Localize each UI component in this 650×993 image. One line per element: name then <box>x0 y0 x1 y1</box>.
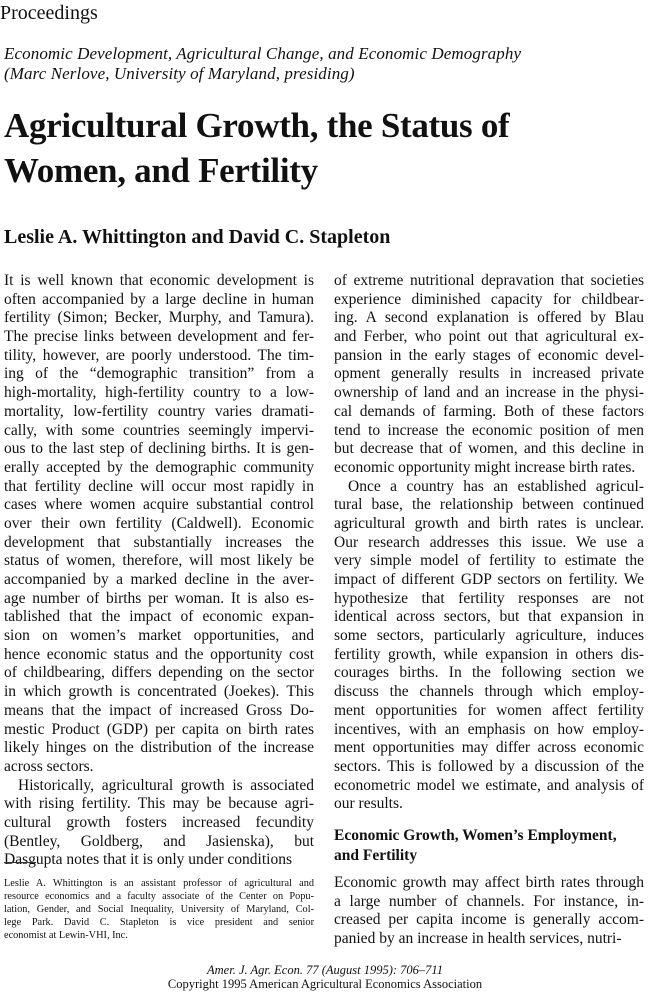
footnote-line: lege Park. David C. Stapleton is vice president and senior <box>4 917 314 928</box>
text-line: across sectors. <box>4 757 94 775</box>
right-column-continued <box>334 874 644 949</box>
text-line: mestic Product (GDP) per capita on birth rates <box>4 720 314 738</box>
text-line: ment opportunities may differ across economic <box>334 739 644 757</box>
text-line: development that substantially increases the <box>4 533 314 551</box>
text-line: (Bentley, Goldberg, and Jasienska), but <box>4 832 314 850</box>
text-line: ing. A second explanation is offered by Blau <box>334 309 644 327</box>
text-line: tility, however, are poorly understood. The tim- <box>4 346 314 364</box>
text-line: often accompanied by a large decline in human <box>4 290 314 308</box>
article-authors: Leslie A. Whittington and David C. Stapleton <box>4 226 391 248</box>
text-line: but decrease that of women, and this decline in <box>334 440 644 458</box>
section-label: Proceedings <box>0 2 98 24</box>
text-line: agricultural growth and birth rates is unclear. <box>334 514 644 532</box>
text-line: fertility growth, while expansion in others dis- <box>334 645 644 663</box>
session-line-2: (Marc Nerlove, University of Maryland, presiding) <box>4 64 355 83</box>
text-line: identical across sectors, but that expansion in <box>334 608 644 626</box>
footnote-rule <box>4 862 36 863</box>
text-line: It is well known that economic development is <box>4 272 314 289</box>
text-line: econometric model we estimate, and analysis of <box>334 776 644 794</box>
copyright-notice: Copyright 1995 American Agricultural Economics Association <box>167 977 483 991</box>
text-line: ment opportunities for women affect fertility <box>334 701 644 719</box>
text-line: economic opportunity might increase birth rates. <box>334 458 636 476</box>
text-line: age number of births per woman. It is also es- <box>4 589 314 607</box>
text-line: incentives, with an emphasis on how employ- <box>334 720 644 738</box>
section-heading-line-2: and Fertility <box>334 847 418 864</box>
text-line: cal demands of farming. Both of these factors <box>334 402 644 420</box>
article-title-line-1: Agricultural Growth, the Status of <box>4 106 510 145</box>
text-line: high-mortality, high-fertility country to a low- <box>4 384 314 402</box>
text-line: mortality, low-fertility country varies dramati- <box>4 402 314 420</box>
text-line: cally, with some countries seemingly impervi- <box>4 421 314 439</box>
text-line: panied by an increase in health services, nutri- <box>334 930 622 948</box>
text-line: courages births. In the following section we <box>334 664 644 682</box>
text-line: of childbearing, differs depending on the sector <box>4 664 314 682</box>
text-line: means that the impact of increased Gross Do- <box>4 701 314 719</box>
text-line: opment generally results in increased private <box>334 365 644 383</box>
text-line: with rising fertility. This may be because agri- <box>4 795 314 813</box>
author-footnote <box>4 877 314 942</box>
text-line: Our research addresses this issue. We use a <box>334 533 644 551</box>
text-line: Dasgupta notes that it is only under conditions <box>4 851 293 869</box>
text-line: cultural growth fosters increased fecundity <box>4 813 314 831</box>
text-line: discuss the channels through which employ- <box>334 683 644 701</box>
text-line: a large number of channels. For instance, in- <box>334 892 644 910</box>
text-line: sectors. This is followed by a discussion of the <box>334 757 644 775</box>
text-line: erally accepted by the demographic community <box>4 458 314 476</box>
text-line: of extreme nutritional depravation that societies <box>334 272 644 289</box>
text-line: sion on women’s market opportunities, and <box>4 627 314 645</box>
text-line: some sectors, particularly agriculture, induces <box>334 627 644 645</box>
text-line: Once a country has an established agricul- <box>348 477 644 495</box>
right-column <box>334 272 644 814</box>
text-line: cases where women acquire substantial control <box>4 496 314 514</box>
text-line: that fertility decline will occur most rapidly in <box>4 477 314 495</box>
text-line: our results. <box>334 795 403 813</box>
session-line-1: Economic Development, Agricultural Change, and Economic Demography <box>4 44 522 63</box>
text-line: Historically, agricultural growth is associated <box>18 776 314 794</box>
text-line: likely hinges on the distribution of the increase <box>4 739 314 757</box>
text-line: ous to the last step of declining births. It is gen- <box>4 440 314 458</box>
text-line: ownership of land and an increase in the physi- <box>334 384 644 402</box>
text-line: experience diminished capacity for childbear- <box>334 290 644 308</box>
footnote-line: resource economics and a faculty associate of the Center on Popu- <box>4 891 314 902</box>
footnote-line: lation, Gender, and Social Inequality, University of Maryland, Col- <box>4 904 314 915</box>
text-line: ing of the “demographic transition” from a <box>4 365 314 383</box>
text-line: hence economic status and the opportunity cost <box>4 645 314 663</box>
text-line: accompanied by a marked decline in the aver- <box>4 571 314 588</box>
text-line: over their own fertility (Caldwell). Economic <box>4 514 314 532</box>
text-line: pansion in the early stages of economic devel- <box>334 346 644 364</box>
left-column <box>4 272 314 870</box>
text-line: hypothesize that fertility responses are not <box>334 589 644 607</box>
text-line: The precise links between development and fer- <box>4 328 314 346</box>
journal-citation: Amer. J. Agr. Econ. 77 (August 1995): 706–711 <box>207 963 443 977</box>
text-line: impact of different GDP sectors on fertility. We <box>334 571 644 588</box>
text-line: and Ferber, who point out that agricultural ex- <box>334 328 644 346</box>
text-line: Economic growth may affect birth rates through <box>334 874 644 891</box>
footnote-line: Leslie A. Whittington is an assistant professor of agricultural and <box>4 878 314 889</box>
text-line: very simple model of fertility to estimate the <box>334 552 644 570</box>
section-heading <box>334 826 644 866</box>
text-line: status of women, therefore, will most likely be <box>4 552 314 570</box>
section-heading-line-1: Economic Growth, Women’s Employment, <box>334 827 617 844</box>
text-line: tablished that the impact of economic expan- <box>4 608 314 626</box>
footnote-line: economist at Lewin-VHI, Inc. <box>4 930 128 941</box>
text-line: fertility (Simon; Becker, Murphy, and Tamura). <box>4 309 314 327</box>
text-line: in which growth is concentrated (Joekes). This <box>4 683 314 701</box>
article-title-line-2: Women, and Fertility <box>4 151 318 190</box>
text-line: tural base, the relationship between continued <box>334 496 644 514</box>
text-line: creased per capita income is generally accom- <box>334 911 644 929</box>
text-line: tend to increase the economic position of men <box>334 421 644 439</box>
